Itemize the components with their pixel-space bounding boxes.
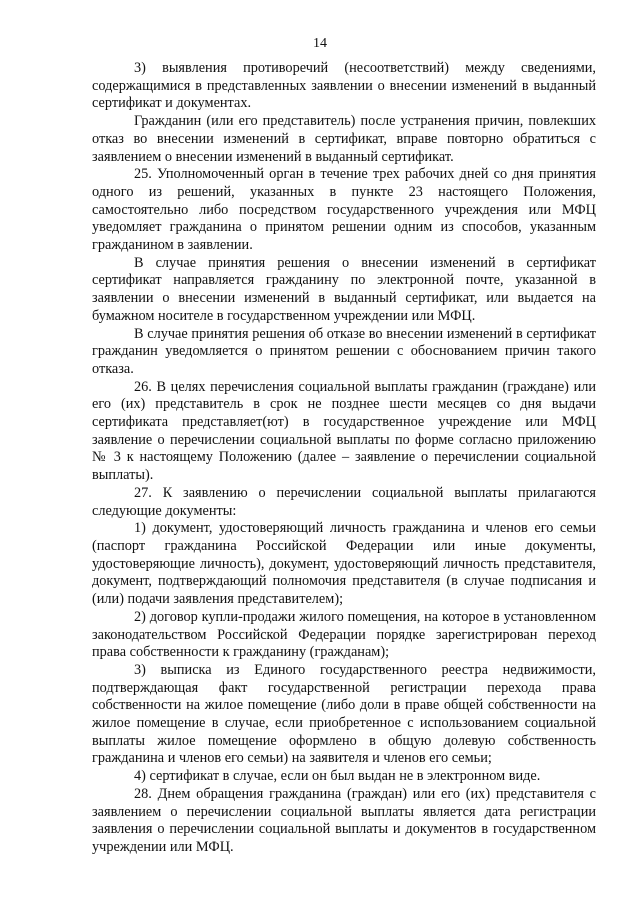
- paragraph-clause-26: 26. В целях перечисления социальной выплаты гражданин (граждане) или его (их) представитель в срок не позднее шести месяцев со дня выдачи сертификата представляет(ют) в государственное учреждение или МФЦ заявление о перечислении социальной выплаты по форме согласно приложению № 3 к настоящему Положению (далее – заявление о перечислении социальной выплаты).: [92, 378, 596, 484]
- paragraph-repeat-application: Гражданин (или его представитель) после устранения причин, повлекших отказ во внесении изменений в сертификат, вправе повторно обратиться с заявлением о внесении изменений в выданный сертификат.: [92, 113, 596, 165]
- list-item-4-certificate: 4) сертификат в случае, если он был выдан не в электронном виде.: [134, 768, 541, 785]
- list-item-2-purchase-contract: 2) договор купли-продажи жилого помещения, на которое в установленном законодательством Российской Федерации порядке зарегистрирован переход права собственности к гражданину (гражданам);: [92, 608, 596, 661]
- document-body: [92, 60, 596, 857]
- paragraph-decision-amendment: В случае принятия решения о внесении изменений в сертификат сертификат направляется гражданину по электронной почте, указанной в заявлении о внесении изменений в выданный сертификат, или выдается на бумажном носителе в государственном учреждении или МФЦ.: [92, 254, 596, 324]
- list-item-3-registry-extract: 3) выписка из Единого государственного реестра недвижимости, подтверждающая факт государственной регистрации перехода права собственности на жилое помещение (либо доли в праве общей собственности на жилое помещение в случае, если приобретенное с использованием социальной выплаты жилое помещение оформлено в общую долевую собственность гражданина и членов его семьи) на заявителя и членов его семьи;: [92, 661, 596, 767]
- paragraph-clause-27: 27. К заявлению о перечислении социальной выплаты прилагаются следующие документы:: [92, 484, 596, 519]
- paragraph-clause-28: 28. Днем обращения гражданина (граждан) или его (их) представителя с заявлением о перечислении социальной выплаты является дата регистрации заявления о перечислении социальной выплаты и документов в государственном учреждении или МФЦ.: [92, 785, 596, 855]
- page-number: 14: [313, 36, 327, 51]
- paragraph-item-3-contradictions: 3) выявления противоречий (несоответствий) между сведениями, содержащимися в представленных заявлении о внесении изменений в выданный сертификат и документах.: [92, 60, 596, 112]
- list-item-1-identity-documents: 1) документ, удостоверяющий личность гражданина и членов его семьи (паспорт гражданина Российской Федерации или иные документы, удостоверяющие личность), документ, удостоверяющий личность представителя, документ, подтверждающий полномочия представителя (в случае подписания и (или) подачи заявления представителем);: [92, 520, 596, 608]
- paragraph-decision-refusal: В случае принятия решения об отказе во внесении изменений в сертификат гражданин уведомляется о принятом решении с обоснованием причин такого отказа.: [92, 325, 596, 377]
- paragraph-clause-25: 25. Уполномоченный орган в течение трех рабочих дней со дня принятия одного из решений, указанных в пункте 23 настоящего Положения, самостоятельно либо посредством государственного учреждения или МФЦ уведомляет гражданина о принятом решении одним из способов, указанным гражданином в заявлении.: [92, 166, 596, 254]
